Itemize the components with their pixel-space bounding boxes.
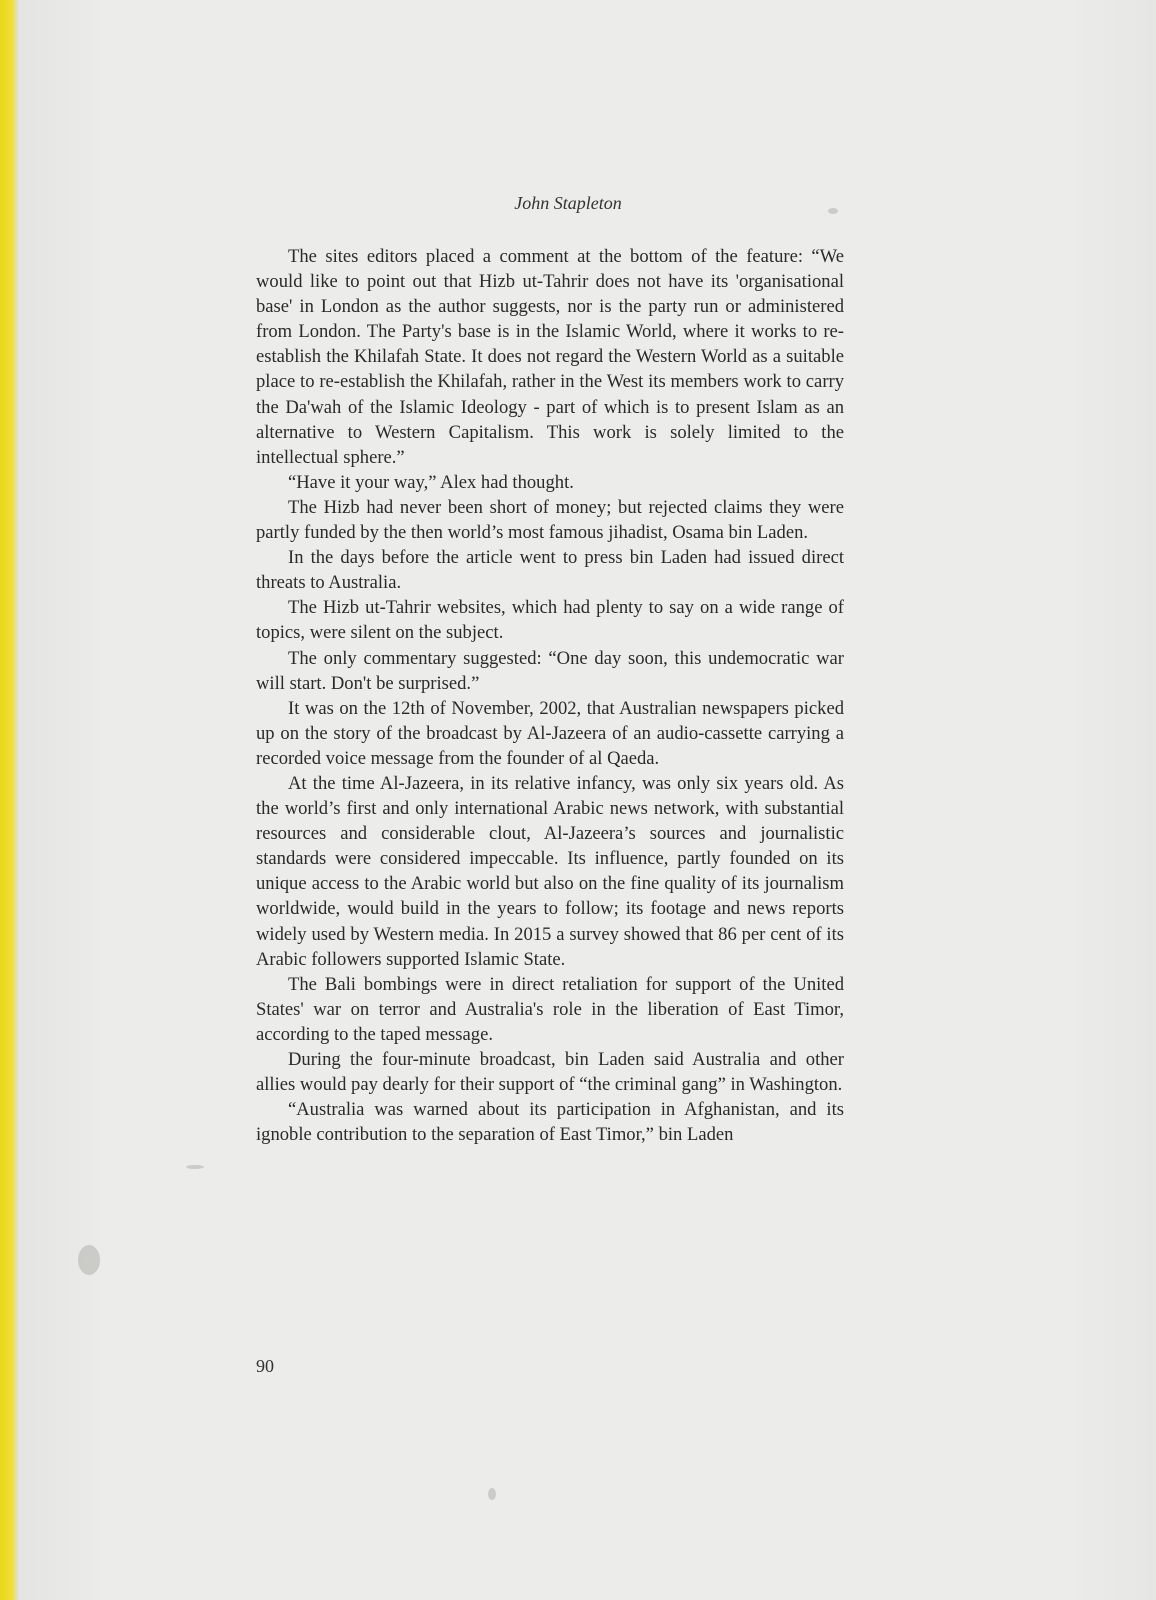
scan-speck bbox=[488, 1488, 496, 1500]
scan-speck bbox=[186, 1165, 204, 1169]
scan-speck bbox=[828, 208, 838, 214]
paragraph: The sites editors placed a comment at the bottom of the feature: “We would like to point out that Hizb ut-Tahrir does not have its 'organisational base' in London as the author suggests, nor is the party run or administered from London. The Party's base is in the Islamic World, where it works to re-establish the Khilafah State. It does not regard the Western World as a suitable place to re-establish the Khilafah, rather in the West its members work to carry the Da'wah of the Islamic Ideology - part of which is to present Islam as an alternative to Western Capitalism. This work is solely limited to the intellectual sphere.” bbox=[256, 246, 844, 468]
scan-edge bbox=[0, 0, 18, 1600]
paragraph: “Have it your way,” Alex had thought. bbox=[288, 471, 574, 493]
paragraph: The Hizb had never been short of money; but rejected claims they were partly funded by the then world’s most famous jihadist, Osama bin Laden. bbox=[256, 496, 844, 544]
running-head: John Stapleton bbox=[514, 193, 622, 213]
body-text bbox=[256, 244, 844, 1147]
paragraph: In the days before the article went to press bin Laden had issued direct threats to Australia. bbox=[256, 547, 844, 594]
page-number: 90 bbox=[256, 1356, 274, 1376]
paragraph: “Australia was warned about its participation in Afghanistan, and its ignoble contribution to the separation of East Timor,” bin Laden bbox=[256, 1099, 844, 1146]
paragraph: At the time Al-Jazeera, in its relative infancy, was only six years old. As the world’s first and only international Arabic news network, with substantial resources and considerable clout, Al-Jazeera’s sources and journalistic standards were considered impeccable. Its influence, partly founded on its unique access to the Arabic world but also on the fine quality of its journalism worldwide, would build in the years to follow; its footage and news reports widely used by Western media. In 2015 a survey showed that 86 per cent of its Arabic followers supported Islamic State. bbox=[256, 772, 844, 970]
scan-speck bbox=[78, 1245, 100, 1275]
paragraph: During the four-minute broadcast, bin Laden said Australia and other allies would pay dearly for their support of “the criminal gang” in Washington. bbox=[256, 1049, 844, 1096]
paragraph: It was on the 12th of November, 2002, that Australian newspapers picked up on the story of the broadcast by Al-Jazeera of an audio-cassette carrying a recorded voice message from the founder of al Qaeda. bbox=[256, 697, 844, 769]
paragraph: The Hizb ut-Tahrir websites, which had plenty to say on a wide range of topics, were silent on the subject. bbox=[256, 597, 844, 644]
paragraph: The Bali bombings were in direct retaliation for support of the United States' war on terror and Australia's role in the liberation of East Timor, according to the taped message. bbox=[256, 973, 844, 1045]
book-page bbox=[18, 0, 1156, 1600]
paragraph: The only commentary suggested: “One day soon, this undemocratic war will start. Don't be surprised.” bbox=[256, 647, 844, 694]
